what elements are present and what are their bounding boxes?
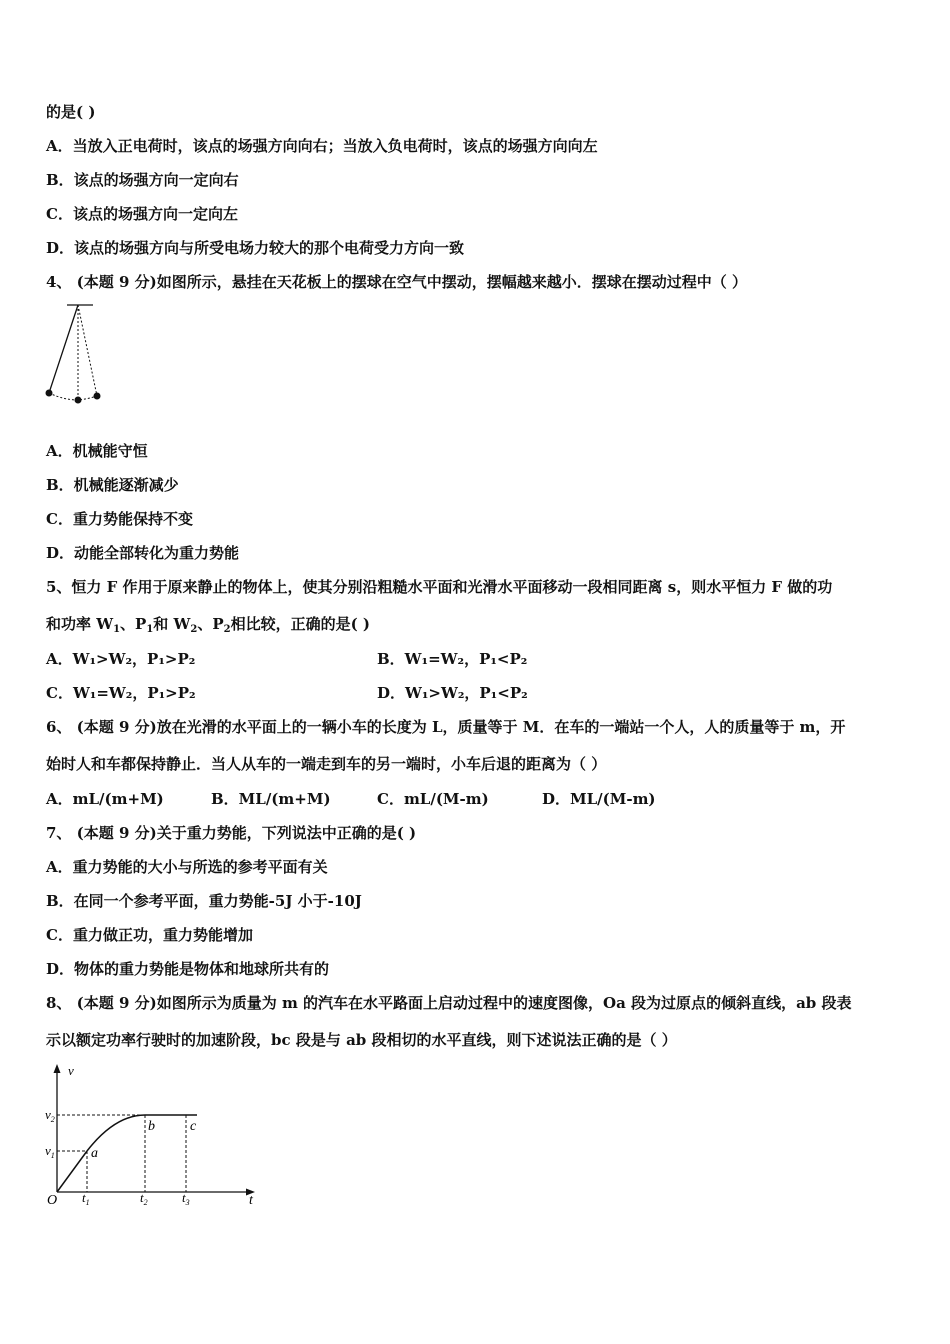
- q4-stem: 4、 (本题 9 分)如图所示，悬挂在天花板上的摆球在空气中摆动，摆幅越来越小．摆球在摆动过程中（ ）: [46, 273, 747, 291]
- q8-stem-line1: 8、 (本题 9 分)如图所示为质量为 m 的汽车在水平路面上启动过程中的速度图像，Oa 段为过原点的倾斜直线，ab 段表: [46, 994, 852, 1012]
- q6-stem-line1: 6、 (本题 9 分)放在光滑的水平面上的一辆小车的长度为 L，质量等于 M．在车的一端站一个人，人的质量等于 m，开: [46, 718, 846, 736]
- string-left: [49, 305, 78, 393]
- q3-option-c: C．该点的场强方向一定向左: [46, 205, 238, 223]
- v1-label: $v_1$: [45, 1143, 55, 1160]
- q3-option-d: D．该点的场强方向与所受电场力较大的那个电荷受力方向一致: [46, 239, 465, 257]
- q7-stem: 7、 (本题 9 分)关于重力势能，下列说法中正确的是( ): [46, 824, 417, 842]
- q5-stem-line1: 5、恒力 F 作用于原来静止的物体上，使其分别沿粗糙水平面和光滑水平面移动一段相同距离 s，则水平恒力 F 做的功: [46, 578, 833, 596]
- v-axis-arrow: [54, 1064, 61, 1073]
- q5-stem-line2: 和功率 $W_1$、$P_1$和 $W_2$、$P_2$相比较，正确的是( ): [46, 615, 371, 635]
- ball-center: [75, 397, 82, 404]
- q4-option-d: D．动能全部转化为重力势能: [46, 544, 240, 562]
- q7-option-b: B．在同一个参考平面，重力势能-5J 小于-10J: [46, 892, 362, 910]
- q4-option-c: C．重力势能保持不变: [46, 510, 193, 528]
- q5-options-row1: [46, 649, 195, 669]
- point-c-label: c: [190, 1119, 197, 1134]
- q6-option-a: A．mL/(m+M): [46, 790, 164, 808]
- t2-label: $t_2$: [140, 1190, 148, 1207]
- t3-label: $t_3$: [182, 1190, 190, 1207]
- q3-option-b: B．该点的场强方向一定向右: [46, 171, 239, 189]
- t-axis-label: t: [249, 1193, 253, 1208]
- v2-label: $v_2$: [45, 1107, 55, 1124]
- q5-option-c: C．W₁=W₂，P₁>P₂: [46, 684, 196, 702]
- q3-option-a: A．当放入正电荷时，该点的场强方向向右；当放入负电荷时，该点的场强方向向左: [46, 137, 598, 155]
- q5-option-d: D．W₁>W₂，P₁<P₂: [377, 684, 528, 702]
- q7-option-c: C．重力做正功，重力势能增加: [46, 926, 253, 944]
- q5-option-b: B．W₁=W₂，P₁<P₂: [377, 650, 528, 668]
- q4-option-a: A．机械能守恒: [46, 442, 148, 460]
- ball-left: [46, 390, 53, 397]
- q5-option-a: A．W₁>W₂，P₁>P₂: [46, 650, 196, 668]
- t1-label: $t_1$: [82, 1190, 90, 1207]
- segment-oa: [57, 1151, 87, 1192]
- q6-option-c: C．mL/(M-m): [377, 790, 489, 808]
- pendulum-figure: [40, 300, 110, 410]
- ball-right: [94, 393, 101, 400]
- q8-stem-line2: 示以额定功率行驶时的加速阶段，bc 段是与 ab 段相切的水平直线，则下述说法正确的是（ ）: [46, 1031, 677, 1049]
- swing-arc: [49, 393, 97, 400]
- q7-option-d: D．物体的重力势能是物体和地球所共有的: [46, 960, 330, 978]
- q6-stem-line2: 始时人和车都保持静止．当人从车的一端走到车的另一端时，小车后退的距离为（ ）: [46, 755, 607, 773]
- q3-stem-tail: 的是( ): [46, 103, 96, 121]
- origin-label: O: [47, 1193, 58, 1208]
- string-right: [78, 305, 97, 396]
- q6-option-d: D．ML/(M-m): [542, 790, 656, 808]
- q4-option-b: B．机械能逐渐减少: [46, 476, 179, 494]
- point-a-label: a: [91, 1146, 98, 1161]
- velocity-time-graph: [40, 1060, 270, 1215]
- q6-option-b: B．ML/(m+M): [211, 790, 331, 808]
- q7-option-a: A．重力势能的大小与所选的参考平面有关: [46, 858, 328, 876]
- v-axis-label: v: [68, 1063, 74, 1078]
- point-b-label: b: [148, 1119, 155, 1134]
